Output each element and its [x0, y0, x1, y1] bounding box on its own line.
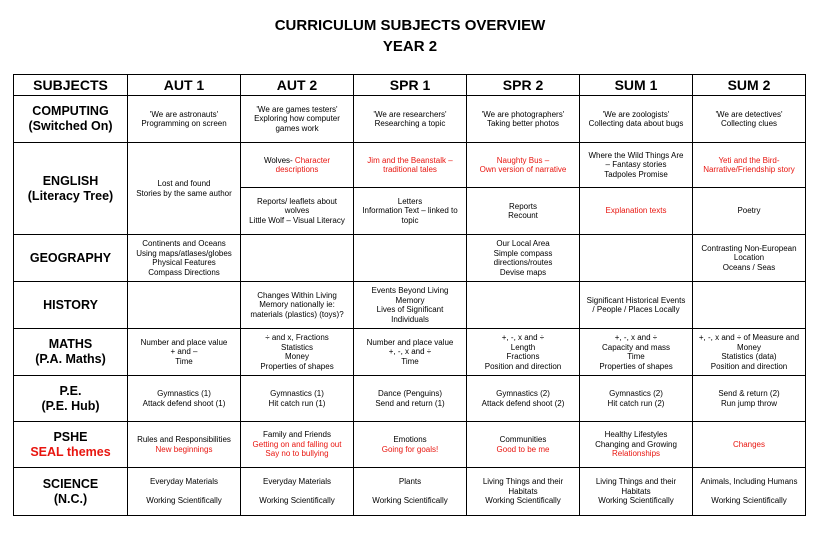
cell-history-spr2: [467, 282, 580, 329]
cell-line: Programming on screen: [141, 119, 227, 128]
cell-line: 'We are researchers': [373, 109, 447, 119]
cell-line: Send and return (1): [375, 398, 445, 408]
english-aut2-label: Wolves-: [263, 155, 295, 165]
cell-line: Communities: [499, 435, 547, 444]
cell-line: Little Wolf – Visual Literacy: [249, 215, 345, 225]
curriculum-table: [13, 74, 806, 516]
subject-pshe-seal: SEAL themes: [30, 444, 111, 459]
cell-line: / People / Places Locally: [592, 305, 680, 314]
cell-line: Emotions: [393, 435, 427, 444]
cell-pshe-spr1: [354, 422, 467, 468]
cell-english-spr2-top: [467, 143, 580, 188]
subject-english: [14, 143, 128, 235]
cell-pshe-aut1: [128, 422, 241, 468]
cell-line: Reports: [508, 201, 537, 211]
cell-line: Collecting data about bugs: [588, 119, 684, 128]
cell-line: Gymnastics (2): [496, 389, 550, 398]
cell-line: COMPUTING: [32, 104, 109, 118]
cell-line: Exploring how computer: [254, 114, 340, 124]
cell-pe-sum1: [580, 376, 693, 422]
cell-pe-sum2: [693, 376, 806, 422]
subject-pshe-label: PSHE: [53, 429, 88, 444]
cell-pshe-sum1: [580, 422, 693, 468]
cell-line: HISTORY: [43, 297, 98, 312]
subject-computing: [14, 96, 128, 143]
cell-line: topic: [401, 215, 419, 225]
cell-line: Narrative/Friendship story: [703, 165, 795, 174]
cell-line: 'We are astronauts': [149, 109, 219, 119]
cell-geography-sum1: [580, 235, 693, 282]
cell-line: Where the Wild Things Are: [588, 150, 684, 160]
header-aut1: AUT 1: [128, 75, 241, 96]
subject-history: [14, 282, 128, 329]
cell-line: Explanation texts: [605, 206, 667, 216]
cell-line: Poetry: [737, 206, 761, 216]
cell-computing-aut1: [128, 96, 241, 143]
cell-line: Working Scientifically: [711, 496, 787, 506]
cell-line: Own version of narrative: [479, 165, 567, 174]
row-maths: [14, 329, 806, 376]
cell-line: Rules and Responsibilities: [137, 435, 231, 444]
cell-english-aut2-top: [241, 143, 354, 188]
cell-line: Position and direction: [484, 361, 562, 371]
cell-pe-spr2: [467, 376, 580, 422]
cell-geography-spr2: [467, 235, 580, 282]
cell-pe-spr1: [354, 376, 467, 422]
cell-line: Properties of shapes: [260, 361, 334, 371]
cell-line: Working Scientifically: [485, 496, 561, 506]
cell-line: – Fantasy stories: [605, 160, 667, 170]
cell-line: Statistics (data): [721, 352, 777, 361]
cell-pe-aut2: [241, 376, 354, 422]
cell-line: Yeti and the Bird-: [718, 155, 780, 165]
cell-line: Money: [284, 352, 309, 361]
cell-line: Stories by the same author: [136, 188, 232, 198]
cell-line: Individuals: [391, 314, 429, 324]
cell-geography-aut2: [241, 235, 354, 282]
cell-line: Compass Directions: [148, 267, 220, 277]
cell-line: Properties of shapes: [599, 361, 673, 371]
cell-line: Reports/ leaflets about: [256, 196, 338, 206]
cell-line: games work: [275, 123, 319, 133]
cell-line: Our Local Area: [496, 239, 550, 248]
cell-line: [130, 487, 238, 497]
cell-line: Lost and found: [157, 179, 211, 188]
cell-line: Time: [401, 356, 419, 366]
cell-english-sum2-bottom: [693, 188, 806, 235]
cell-line: 'We are zoologists': [602, 109, 670, 119]
cell-line-red: Relationships: [611, 449, 661, 459]
header-spr2: SPR 2: [467, 75, 580, 96]
cell-line: Dance (Penguins): [377, 389, 443, 398]
cell-geography-sum2: [693, 235, 806, 282]
cell-line: (Literacy Tree): [27, 188, 114, 203]
cell-line: Living Things and their: [482, 477, 564, 487]
cell-line: Events Beyond Living: [371, 286, 449, 295]
cell-line-red: New beginnings: [155, 444, 213, 454]
cell-geography-spr1: [354, 235, 467, 282]
cell-science-spr1: [354, 468, 467, 516]
row-geography: [14, 235, 806, 282]
cell-line: Attack defend shoot (1): [142, 398, 226, 408]
english-aut2-red-2: descriptions: [275, 165, 319, 174]
cell-line: Hit catch run (2): [607, 398, 665, 408]
cell-line: Letters: [397, 196, 423, 206]
cell-line: Information Text – linked to: [362, 206, 458, 216]
cell-geography-aut1: [128, 235, 241, 282]
cell-line: materials (plastics) (toys)?: [250, 309, 344, 319]
page-subtitle: YEAR 2: [382, 38, 438, 55]
cell-line: +, -, x and ÷: [388, 347, 432, 357]
cell-computing-spr2: [467, 96, 580, 143]
cell-line: 'We are games testers': [256, 104, 338, 114]
cell-line: Plants: [398, 477, 422, 487]
cell-line: +, -, x and ÷ of Measure and: [698, 333, 800, 342]
cell-history-spr1: [354, 282, 467, 329]
cell-history-sum1: [580, 282, 693, 329]
cell-line: [356, 487, 464, 497]
cell-line: Working Scientifically: [146, 496, 222, 506]
cell-pshe-spr2: [467, 422, 580, 468]
row-science: [14, 468, 806, 516]
cell-line: ENGLISH: [42, 173, 99, 188]
cell-line: Capacity and mass: [601, 342, 671, 352]
cell-line: SCIENCE: [42, 476, 99, 491]
cell-line: Gymnastics (1): [157, 389, 211, 398]
subject-pshe: [14, 422, 128, 468]
cell-line: Statistics: [280, 342, 313, 352]
cell-line: Memory: [395, 295, 425, 305]
cell-maths-sum1: [580, 329, 693, 376]
cell-line: Contrasting Non-European: [701, 243, 797, 253]
cell-line: Everyday Materials: [149, 477, 219, 487]
cell-line: Fractions: [506, 352, 540, 361]
cell-science-sum1: [580, 468, 693, 516]
cell-line: (N.C.): [53, 491, 88, 506]
cell-line: Gymnastics (1): [270, 389, 324, 398]
cell-english-aut2-bottom: [241, 188, 354, 235]
cell-line: Number and place value: [366, 337, 454, 347]
cell-line: Family and Friends: [262, 430, 332, 440]
cell-line: Devise maps: [499, 267, 547, 277]
cell-line: traditional tales: [383, 165, 437, 174]
cell-line: wolves: [284, 206, 310, 216]
cell-history-aut2: [241, 282, 354, 329]
cell-maths-aut2: [241, 329, 354, 376]
header-sum2: SUM 2: [693, 75, 806, 96]
cell-line: Changing and Growing: [595, 439, 677, 449]
cell-english-sum1-bottom: [580, 188, 693, 235]
cell-line: Physical Features: [152, 258, 216, 267]
cell-line: Living Things and their: [595, 477, 677, 487]
cell-line: Number and place value: [140, 337, 228, 347]
cell-english-spr2-bottom: [467, 188, 580, 235]
cell-line: Healthy Lifestyles: [604, 430, 668, 440]
cell-line: Gymnastics (2): [609, 389, 663, 398]
cell-line: (P.A. Maths): [35, 352, 106, 366]
cell-line: Habitats: [621, 486, 651, 496]
cell-maths-spr2: [467, 329, 580, 376]
cell-science-spr2: [467, 468, 580, 516]
cell-computing-sum2: [693, 96, 806, 143]
cell-pshe-aut2: [241, 422, 354, 468]
cell-line: (P.E. Hub): [41, 398, 100, 413]
cell-line: Habitats: [508, 486, 538, 496]
cell-line: 'We are photographers': [481, 109, 565, 119]
cell-line: +, -, x and ÷: [614, 333, 658, 342]
cell-line: Oceans / Seas: [722, 262, 776, 272]
cell-line: Significant Historical Events: [586, 295, 686, 305]
cell-computing-spr1: [354, 96, 467, 143]
row-computing: [14, 96, 806, 143]
cell-history-aut1: [128, 282, 241, 329]
cell-line: MATHS: [48, 337, 93, 351]
subject-science: [14, 468, 128, 516]
cell-line: Send & return (2): [718, 389, 780, 398]
cell-line: (Switched On): [28, 119, 113, 133]
header-subjects: SUBJECTS: [14, 75, 128, 96]
cell-maths-aut1: [128, 329, 241, 376]
cell-line-red: Say no to bullying: [265, 449, 329, 459]
cell-computing-sum1: [580, 96, 693, 143]
header-spr1: SPR 1: [354, 75, 467, 96]
cell-line: Changes Within Living: [257, 290, 337, 300]
cell-line: Run jump throw: [720, 398, 778, 408]
cell-line: Attack defend shoot (2): [481, 398, 565, 408]
row-pshe: [14, 422, 806, 468]
header-row: [14, 75, 806, 96]
cell-line: Researching a topic: [374, 119, 446, 128]
cell-science-aut1: [128, 468, 241, 516]
cell-science-aut2: [241, 468, 354, 516]
cell-line: Using maps/atlases/globes: [136, 248, 232, 258]
cell-line: Length: [510, 342, 536, 352]
row-pe: [14, 376, 806, 422]
cell-line: Continents and Oceans: [142, 239, 226, 248]
cell-line: directions/routes: [493, 258, 553, 267]
cell-line: 'We are detectives': [715, 109, 783, 119]
row-history: [14, 282, 806, 329]
subject-geography: [14, 235, 128, 282]
cell-line: + and –: [170, 347, 198, 357]
cell-maths-spr1: [354, 329, 467, 376]
cell-line: Jim and the Beanstalk –: [367, 155, 453, 165]
cell-line: Tadpoles Promise: [604, 169, 668, 179]
cell-line: Position and direction: [710, 361, 788, 371]
cell-line: Working Scientifically: [598, 496, 674, 506]
cell-line: ÷ and x, Fractions: [265, 333, 329, 342]
cell-line: Lives of Significant: [376, 305, 444, 314]
cell-maths-sum2: [693, 329, 806, 376]
cell-science-sum2: [693, 468, 806, 516]
cell-line: Time: [627, 352, 645, 361]
cell-english-spr1-top: [354, 143, 467, 188]
cell-line: Working Scientifically: [259, 496, 335, 506]
cell-line-red: Going for goals!: [381, 444, 439, 454]
cell-line: P.E.: [59, 383, 82, 398]
cell-pshe-sum2: [693, 422, 806, 468]
cell-english-sum2-top: [693, 143, 806, 188]
cell-line: [243, 487, 351, 497]
cell-english-aut1: [128, 143, 241, 235]
cell-english-spr1-bottom: [354, 188, 467, 235]
cell-line: Hit catch run (1): [268, 398, 326, 408]
cell-line: Collecting clues: [720, 119, 778, 128]
subject-maths: [14, 329, 128, 376]
cell-line: Memory nationally ie:: [259, 300, 335, 310]
cell-line: Animals, Including Humans: [700, 477, 798, 487]
cell-line: [695, 487, 803, 497]
cell-line-red: Good to be me: [496, 444, 550, 454]
cell-computing-aut2: [241, 96, 354, 143]
cell-english-sum1-top: [580, 143, 693, 188]
row-english-top: [14, 143, 806, 188]
cell-line: Recount: [508, 211, 538, 220]
cell-pe-aut1: [128, 376, 241, 422]
cell-line-red: Changes: [732, 439, 766, 449]
cell-line: Naughty Bus –: [496, 155, 550, 165]
cell-line: +, -, x and ÷: [501, 333, 545, 342]
cell-line: Everyday Materials: [262, 477, 332, 487]
cell-line: GEOGRAPHY: [29, 250, 112, 265]
cell-line: Simple compass: [493, 248, 553, 258]
cell-line: Time: [175, 356, 193, 366]
subject-pe: [14, 376, 128, 422]
cell-history-sum2: [693, 282, 806, 329]
header-sum1: SUM 1: [580, 75, 693, 96]
cell-line-red: Getting on and falling out: [252, 439, 342, 449]
header-aut2: AUT 2: [241, 75, 354, 96]
cell-line: Money: [736, 342, 761, 352]
page-title: CURRICULUM SUBJECTS OVERVIEW: [274, 17, 546, 34]
cell-line: Location: [733, 253, 765, 263]
english-aut2-red-1: Character: [294, 155, 331, 165]
cell-line: Taking better photos: [486, 119, 560, 128]
cell-line: Working Scientifically: [372, 496, 448, 506]
